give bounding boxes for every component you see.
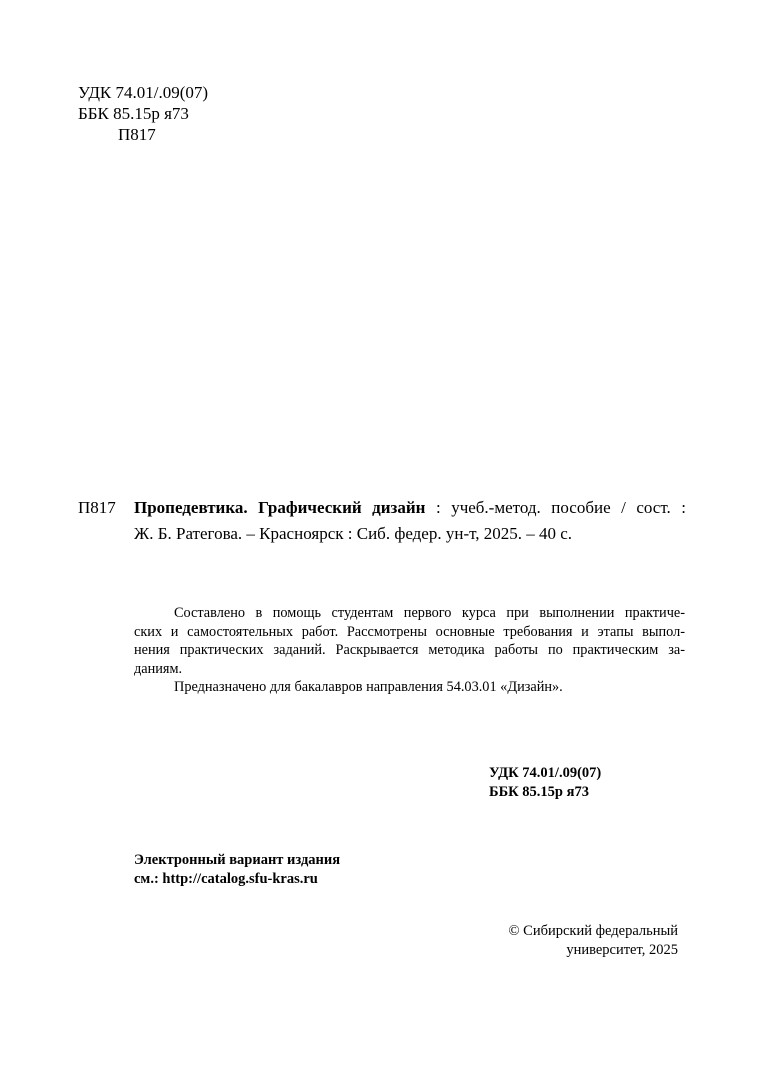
author-code-header: П817 [118,125,156,144]
udk-bottom: УДК 74.01/.09(07) [489,765,602,781]
udk-header: УДК 74.01/.09(07) [78,83,209,102]
abstract-line: даниям. [134,660,183,677]
electronic-version-link[interactable]: см.: http://catalog.sfu-kras.ru [134,871,318,887]
purpose-line: Предназначено для бакалавров направления 54.03.01 «Дизайн». [174,679,563,695]
entry-description: : учеб.-метод. пособие / сост. : [425,498,686,517]
copyright-line-1: © Сибирский федеральный [508,923,678,939]
entry-author-code: П817 [78,498,116,517]
abstract-line: ских и самостоятельных работ. Рассмотрены основные требования и этапы выпол- [134,623,685,640]
abstract-line: нения практических заданий. Раскрывается методика работы по практическим за- [134,642,685,658]
abstract-line: Составлено в помощь студентам первого курса при выполнении практиче- [174,605,685,621]
abstract-paragraph [134,604,685,678]
purpose-paragraph [134,678,685,697]
entry-line-1 [134,495,686,521]
electronic-version-label: Электронный вариант издания [134,852,341,868]
copyright-line-2: университет, 2025 [566,942,678,958]
bbk-bottom: ББК 85.15р я73 [489,784,589,800]
entry-title: Пропедевтика. Графический дизайн [134,498,426,517]
bbk-header: ББК 85.15р я73 [78,104,189,123]
entry-line-2: Ж. Б. Ратегова. – Красноярск : Сиб. федер. ун-т, 2025. – 40 с. [134,524,573,543]
